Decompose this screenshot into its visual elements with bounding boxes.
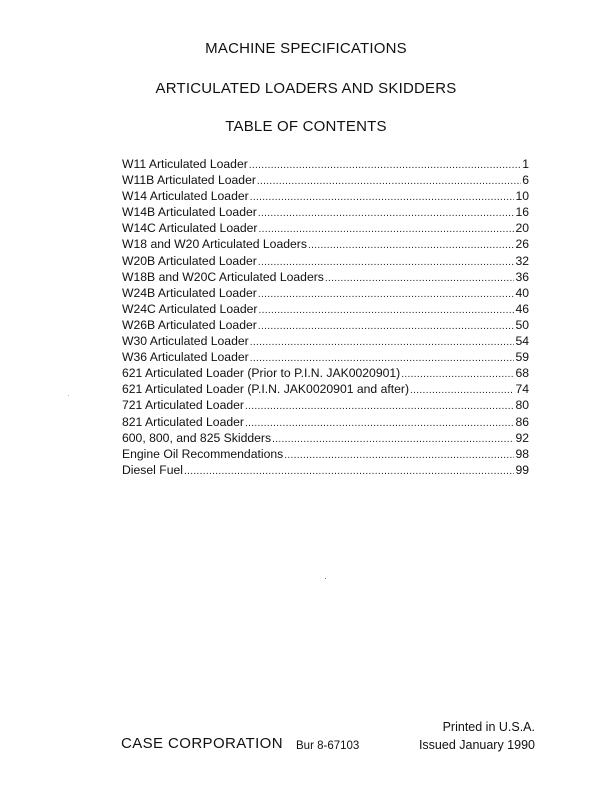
toc-entry-page: 10 [515,189,529,204]
toc-entry[interactable] [122,333,529,349]
toc-entry[interactable] [122,446,529,462]
toc-entry-page: 50 [515,317,529,332]
document-number: Bur 8-67103 [296,740,360,752]
toc-dot-leader [184,462,514,480]
toc-entry-title: W11B Articulated Loader [122,173,256,188]
section-heading: TABLE OF CONTENTS [225,118,387,135]
toc-entry[interactable] [122,317,529,333]
toc-entry-page: 26 [515,237,529,252]
toc-entry-title: W24C Articulated Loader [122,301,258,316]
toc-entry-page: 54 [515,334,529,349]
scan-speck [68,395,69,396]
toc-entry-page: 98 [515,446,529,461]
toc-entry[interactable] [122,414,529,430]
toc-entry-page: 36 [515,269,529,284]
toc-entry-page: 99 [515,462,529,477]
toc-entry-title: W14B Articulated Loader [122,205,257,220]
toc-entry-title: W18B and W20C Articulated Loaders [122,269,324,284]
toc-entry[interactable] [122,397,529,413]
toc-entry-page: 80 [515,398,529,413]
toc-entry[interactable] [122,349,529,365]
toc-entry-page: 59 [515,350,529,365]
toc-entry-title: 621 Articulated Loader (P.I.N. JAK0020901 and after) [122,382,410,397]
toc-entry[interactable] [122,253,529,269]
toc-entry-title: 600, 800, and 825 Skidders [122,430,272,445]
toc-entry-page: 92 [515,430,529,445]
issue-date: Issued January 1990 [418,738,535,752]
toc-entry-page: 74 [515,382,529,397]
toc-entry[interactable] [122,430,529,446]
toc-entry-page: 32 [515,253,529,268]
scan-speck [325,578,326,579]
toc-entry[interactable] [122,285,529,301]
toc-entry-title: W24B Articulated Loader [122,285,257,300]
toc-entry-page: 68 [515,366,529,381]
toc-entry-title: W20B Articulated Loader [122,253,257,268]
document-title: MACHINE SPECIFICATIONS [205,40,407,57]
toc-entry-title: W36 Articulated Loader [122,350,249,365]
toc-entry[interactable] [122,172,529,188]
toc-entry-page: 20 [515,221,529,236]
toc-entry-page: 40 [515,285,529,300]
document-subtitle: ARTICULATED LOADERS AND SKIDDERS [155,80,457,97]
toc-entry-title: W18 and W20 Articulated Loaders [122,237,307,252]
toc-entry-title: 821 Articulated Loader [122,414,244,429]
toc-entry[interactable] [122,365,529,381]
toc-entry-title: Diesel Fuel [122,462,183,477]
toc-entry[interactable] [122,236,529,252]
toc-entry[interactable] [122,462,529,478]
toc-entry-page: 86 [515,414,529,429]
printed-in-note: Printed in U.S.A. [442,720,535,734]
toc-entry-title: 721 Articulated Loader [122,398,244,413]
toc-entry-title: W26B Articulated Loader [122,317,257,332]
toc-entry[interactable] [122,188,529,204]
toc-entry[interactable] [122,269,529,285]
toc-entry-page: 46 [515,301,529,316]
table-of-contents [122,156,529,478]
toc-entry-title: Engine Oil Recommendations [122,446,284,461]
toc-entry[interactable] [122,301,529,317]
toc-entry[interactable] [122,156,529,172]
toc-entry-title: W11 Articulated Loader [122,157,248,171]
toc-entry[interactable] [122,381,529,397]
toc-entry-title: 621 Articulated Loader (Prior to P.I.N. JAK0020901) [122,366,401,381]
toc-entry-title: W14C Articulated Loader [122,221,258,236]
toc-entry-title: W30 Articulated Loader [122,334,249,349]
company-name: CASE CORPORATION [121,735,283,752]
toc-entry-page: 16 [515,205,529,220]
toc-entry[interactable] [122,204,529,220]
toc-entry-title: W14 Articulated Loader [122,189,249,204]
toc-entry-page: 1 [522,157,529,171]
toc-entry[interactable] [122,220,529,236]
toc-entry-page: 6 [522,173,529,188]
